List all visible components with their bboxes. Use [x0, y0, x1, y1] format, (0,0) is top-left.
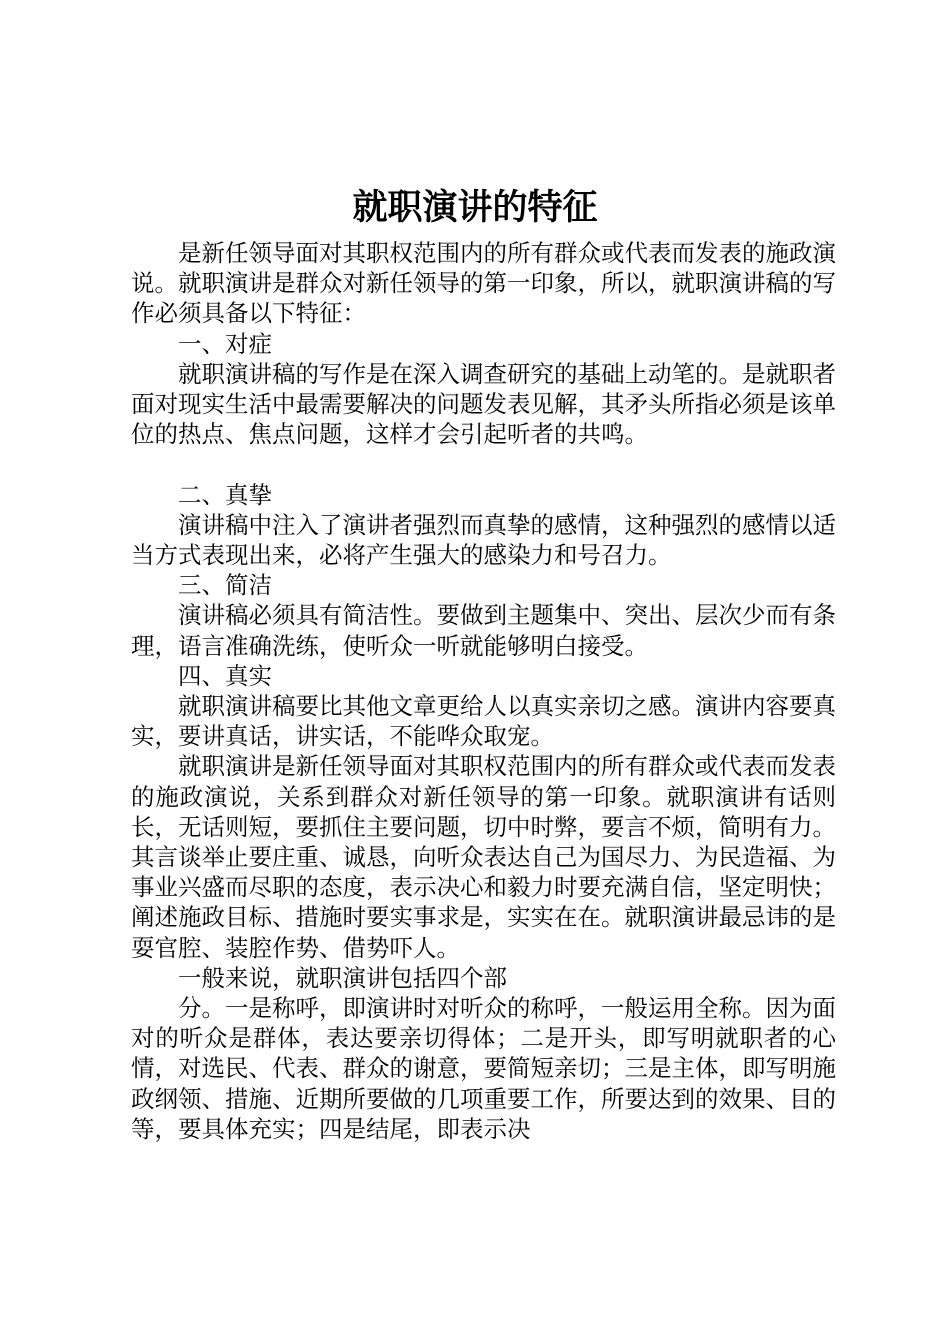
section-heading-zhenzhi: 二、真挚 [178, 480, 272, 509]
section-heading-duizheng: 一、对症 [178, 329, 272, 358]
document-body [131, 238, 836, 1144]
jianjie-paragraph: 演讲稿必须具有简洁性。要做到主题集中、突出、层次少而有条理，语言准确洗练，使听众一听就能够明白接受。 [131, 601, 836, 660]
document-title: 就职演讲的特征 [352, 187, 598, 228]
blank-line [131, 449, 836, 479]
section-heading-zhenshi: 四、真实 [178, 661, 272, 690]
zhenshi-paragraph: 就职演讲稿要比其他文章更给人以真实亲切之感。演讲内容要真实，要讲真话，讲实话，不能哗众取宠。 [131, 692, 836, 751]
structure-intro-line: 一般来说，就职演讲包括四个部 [178, 963, 507, 992]
structure-paragraph: 分。一是称呼，即演讲时对听众的称呼，一般运用全称。因为面对的听众是群体，表达要亲切得体；二是开头，即写明就职者的心情，对选民、代表、群众的谢意，要简短亲切；三是主体，即写明施政纲领、措施、近期所要做的几项重要工作，所要达到的效果、目的等，要具体充实；四是结尾，即表示决 [131, 994, 836, 1143]
zhenzhi-paragraph: 演讲稿中注入了演讲者强烈而真挚的感情，这种强烈的感情以适当方式表现出来，必将产生强大的感染力和号召力。 [131, 510, 836, 570]
intro-paragraph: 是新任领导面对其职权范围内的所有群众或代表而发表的施政演说。就职演讲是群众对新任领导的第一印象，所以，就职演讲稿的写作必须具备以下特征： [131, 239, 836, 328]
summary-paragraph: 就职演讲是新任领导面对其职权范围内的所有群众或代表而发表的施政演说，关系到群众对新任领导的第一印象。就职演讲有话则长，无话则短，要抓住主要问题，切中时弊，要言不烦，简明有力。其言谈举止要庄重、诚恳，向听众表达自己为国尽力、为民造福、为事业兴盛而尽职的态度，表示决心和毅力时要充满自信，坚定明快；阐述施政目标、措施时要实事求是，实实在在。就职演讲最忌讳的是耍官腔、装腔作势、借势吓人。 [131, 752, 836, 962]
section-heading-jianjie: 三、简洁 [178, 571, 272, 600]
duizheng-paragraph: 就职演讲稿的写作是在深入调查研究的基础上动笔的。是就职者面对现实生活中最需要解决的问题发表见解，其矛头所指必须是该单位的热点、焦点问题，这样才会引起听者的共鸣。 [131, 359, 836, 449]
